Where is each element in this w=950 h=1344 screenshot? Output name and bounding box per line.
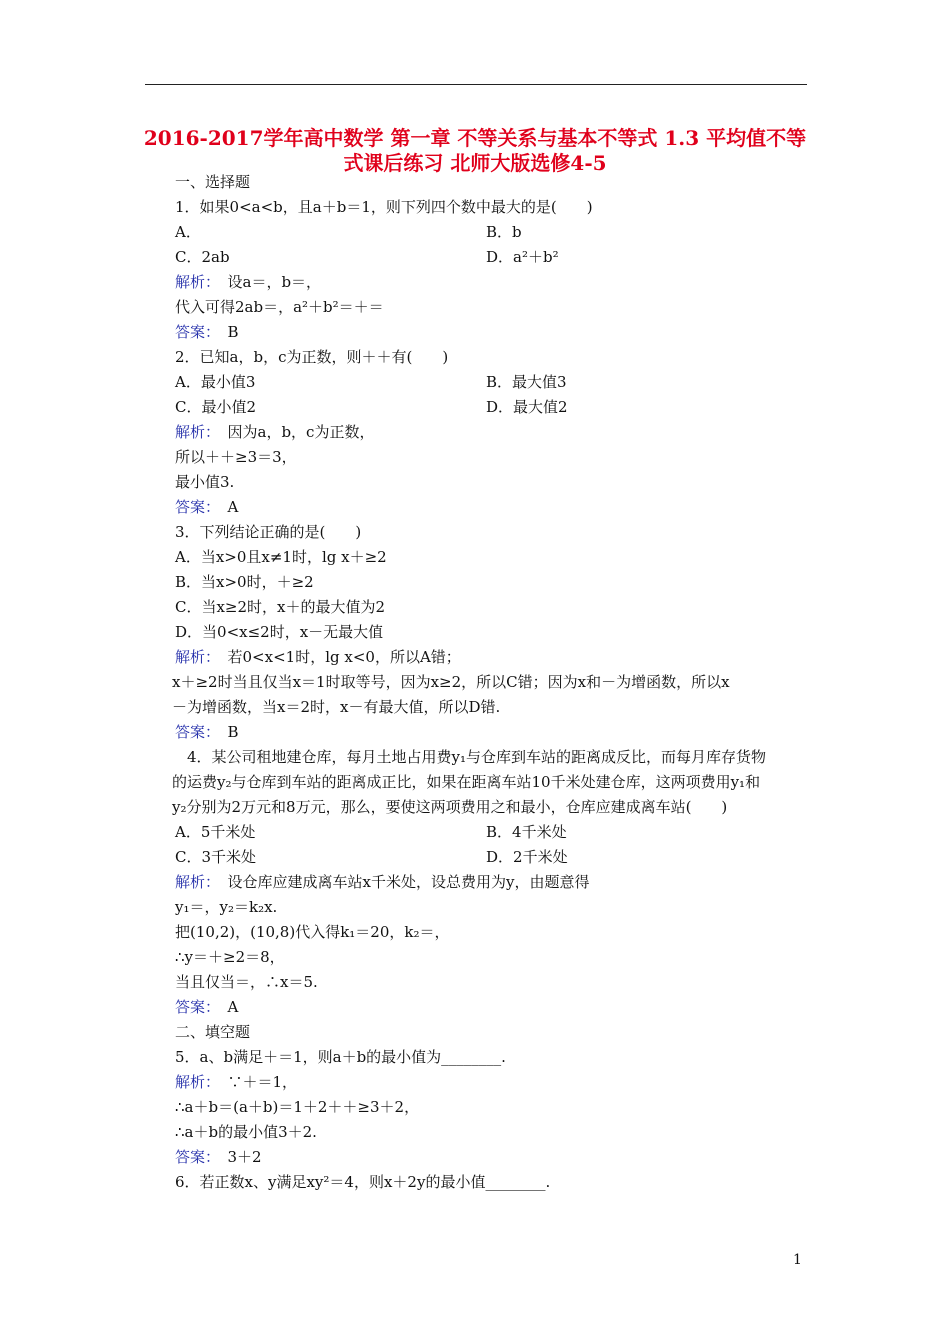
option-item: C．3千米处 [175, 848, 257, 866]
answer-label: 答案： [175, 998, 213, 1016]
answer-label: 答案： [175, 323, 213, 341]
text-line [172, 670, 815, 695]
option-item: D．2千米处 [486, 848, 568, 866]
text-line [172, 695, 815, 720]
text-line [175, 595, 815, 620]
text-line [175, 1145, 815, 1170]
line-text: x＋≥2时当且仅当x＝1时取等号，因为x≥2，所以C错；因为x和－为增函数，所以x [172, 673, 730, 691]
option-item: B．4千米处 [486, 823, 567, 841]
text-line [175, 420, 815, 445]
text-line [175, 720, 815, 745]
line-text: ∴y＝＋≥2＝8， [175, 948, 285, 966]
option-item: B．最大值3 [486, 373, 567, 391]
line-text: 的运费y₂与仓库到车站的距离成正比，如果在距离车站10千米处建仓库，这两项费用y₁和 [172, 773, 761, 791]
line-text: 最小值3. [175, 473, 235, 491]
text-line [172, 795, 815, 820]
line-text: 设仓库应建成离车站x千米处，设总费用为y，由题意得 [212, 873, 590, 891]
text-line [175, 820, 815, 845]
text-line [175, 1070, 815, 1095]
option-item: A． [175, 223, 201, 241]
line-text: D．当0<x≤2时，x－无最大值 [175, 623, 384, 641]
line-text: B [212, 723, 239, 741]
text-line [175, 1020, 815, 1045]
text-line [175, 170, 815, 195]
option-item: C．最小值2 [175, 398, 257, 416]
text-line [175, 995, 815, 1020]
text-line [175, 220, 815, 245]
answer-label: 答案： [175, 498, 213, 516]
text-line [175, 845, 815, 870]
line-text: －为增函数，当x＝2时，x－有最大值，所以D错. [172, 698, 501, 716]
line-text: 3．下列结论正确的是( ) [175, 523, 362, 541]
page-number: 1 [793, 1252, 802, 1268]
answer-label: 答案： [175, 723, 213, 741]
line-text: ∴a＋b的最小值3＋2. [175, 1123, 317, 1141]
text-line [175, 245, 815, 270]
solution-label: 解析： [175, 1073, 213, 1091]
line-text: A．当x>0且x≠1时，lg x＋≥2 [175, 548, 387, 566]
line-text: A [212, 498, 239, 516]
text-line [175, 645, 815, 670]
text-line [175, 270, 815, 295]
text-line [175, 945, 815, 970]
answer-label: 答案： [175, 1148, 213, 1166]
text-line [175, 970, 815, 995]
text-line [175, 320, 815, 345]
option-item: D．最大值2 [486, 398, 568, 416]
option-item: B．b [486, 223, 522, 241]
line-text: 当且仅当＝，∴x＝5. [175, 973, 318, 991]
line-text: 2．已知a，b，c为正数，则＋＋有( ) [175, 348, 449, 366]
line-text: 一、选择题 [175, 173, 251, 191]
text-line [175, 545, 815, 570]
solution-label: 解析： [175, 648, 213, 666]
line-text: ∴a＋b＝(a＋b)＝1＋2＋＋≥3＋2， [175, 1098, 420, 1116]
line-text: A [212, 998, 239, 1016]
line-text: 6．若正数x、y满足xy²＝4，则x＋2y的最小值________. [175, 1173, 551, 1191]
text-line [175, 1045, 815, 1070]
document-body [172, 170, 815, 1195]
text-line [175, 1120, 815, 1145]
line-text: 1．如果0<a<b，且a＋b＝1，则下列四个数中最大的是( ) [175, 198, 593, 216]
line-text: 若0<x<1时，lg x<0，所以A错； [212, 648, 461, 666]
text-line [175, 445, 815, 470]
text-line [175, 1170, 815, 1195]
text-line [175, 520, 815, 545]
text-line [175, 470, 815, 495]
line-text: 5．a、b满足＋＝1，则a＋b的最小值为________. [175, 1048, 506, 1066]
text-line [175, 295, 815, 320]
text-line [175, 570, 815, 595]
line-text: C．当x≥2时，x＋的最大值为2 [175, 598, 386, 616]
line-text: 设a＝，b＝， [212, 273, 322, 291]
line-text: 3＋2 [212, 1148, 262, 1166]
line-text: 二、填空题 [175, 1023, 251, 1041]
solution-label: 解析： [175, 273, 213, 291]
header-rule [145, 84, 807, 85]
text-line [175, 1095, 815, 1120]
option-item: D．a²＋b² [486, 248, 559, 266]
text-line [175, 895, 815, 920]
text-line [175, 920, 815, 945]
line-text: 因为a，b，c为正数， [212, 423, 375, 441]
option-item: A．最小值3 [175, 373, 256, 391]
line-text: 代入可得2ab＝，a²＋b²＝＋＝ [175, 298, 384, 316]
line-text: y₂分别为2万元和8万元，那么，要使这两项费用之和最小，仓库应建成离车站( ) [172, 798, 728, 816]
text-line [172, 770, 815, 795]
line-text: 把(10,2)，(10,8)代入得k₁＝20，k₂＝， [175, 923, 450, 941]
line-text: 4．某公司租地建仓库，每月土地占用费y₁与仓库到车站的距离成反比，而每月库存货物 [172, 748, 767, 766]
text-line [172, 745, 815, 770]
text-line [175, 395, 815, 420]
text-line [175, 620, 815, 645]
document-title: 2016-2017学年高中数学 第一章 不等关系与基本不等式 1.3 平均值不等式课后练习 北师大版选修4-5 [143, 126, 807, 175]
text-line [175, 870, 815, 895]
option-item: A．5千米处 [175, 823, 256, 841]
solution-label: 解析： [175, 423, 213, 441]
line-text: ∵＋＝1， [212, 1073, 298, 1091]
solution-label: 解析： [175, 873, 213, 891]
line-text: B [212, 323, 239, 341]
line-text: 所以＋＋≥3＝3， [175, 448, 297, 466]
text-line [175, 195, 815, 220]
option-item: C．2ab [175, 248, 230, 266]
line-text: y₁＝，y₂＝k₂x. [175, 898, 278, 916]
text-line [175, 370, 815, 395]
text-line [175, 345, 815, 370]
line-text: B．当x>0时，＋≥2 [175, 573, 314, 591]
text-line [175, 495, 815, 520]
